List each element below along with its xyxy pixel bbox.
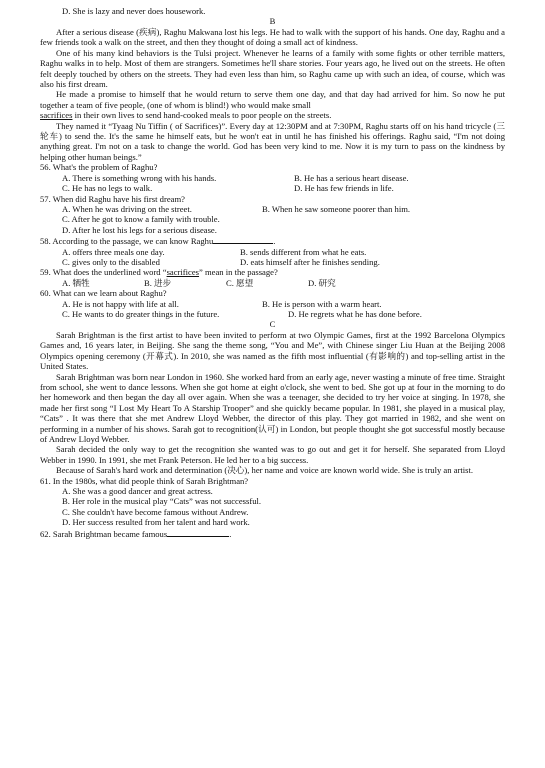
q56-option-d[interactable]: D. He has few friends in life. bbox=[294, 183, 394, 194]
passage-b-paragraph-3-cont bbox=[40, 110, 505, 120]
passage-c-paragraph-2: Sarah Brightman was born near London in 1960. She worked hard from an early age, never wasting a minute of free time. Straight from school, she went to dance lessons. When she got home at eight o'clock, she went to bed. She got up at four in the morning to do her homework and then began the day all over again. When she was a teenager, she decided to try her voice at singing. In 1978, she made her first song “I Lost My Heart To A Starship Trooper” and she quickly became popular. In 1981, she played in a musical play, “Cats” . It was there that she met Andrew Lloyd Webber, the director of this play. They got married in 1982, and she went on performing in a number of his shows. Sarah got to recognition(认可) in London, but people thought she got successful mostly because of Andrew Lloyd Webber. bbox=[40, 371, 505, 445]
passage-b-paragraph-3: He made a promise to himself that he would return to serve them one day, and that day had arrived for him. So now he put together a team of five people, (one of whom is blind!) who would make small bbox=[40, 89, 505, 110]
question-56-stem: 56. What's the problem of Raghu? bbox=[40, 162, 158, 173]
q58-option-d[interactable]: D. eats himself after he finishes sending. bbox=[240, 256, 380, 267]
section-c-heading: C bbox=[269, 319, 276, 330]
question-59 bbox=[40, 267, 505, 288]
q56-option-b[interactable]: B. He has a serious heart disease. bbox=[294, 172, 409, 183]
q58-option-c[interactable]: C. gives only to the disabled bbox=[62, 256, 160, 267]
question-58-stem: 58. According to the passage, we can know Raghu . bbox=[40, 236, 276, 247]
q61-option-a[interactable]: A. She was a good dancer and great actress. bbox=[62, 486, 213, 497]
q58-option-a[interactable]: A. offers three meals one day. bbox=[62, 246, 165, 257]
q57-option-b[interactable]: B. When he saw someone poorer than him. bbox=[262, 203, 411, 214]
answer-blank bbox=[213, 235, 273, 244]
question-60-stem: 60. What can we learn about Raghu? bbox=[40, 288, 167, 299]
passage-b-paragraph-4: They named it “Tyaag Nu Tiffin ( of Sacrifices)”. Every day at 12:30PM and at 7:30PM, Raghu starts off on his hand tricycle (三轮车) to send the. It's the same he himself eats, but he won't eat in until he has finished his offerings. Raghu said, “I'm not doing anything great. I'm not on a task to change the world. God has been very kind to me. Now it is my turn to pass on the kindness by helping other human beings.” bbox=[40, 120, 505, 162]
passage-c-paragraph-1: Sarah Brightman is the first artist to have been invited to perform at two Olympic Games, first at the 1992 Barcelona Olympics Games and, 16 years later, in Beijing. She sang the theme song, “You and Me”, with Chinese singer Liu Huan at the Beijing 2008 Olympics opening ceremony (开幕式). In 2010, she was named as the fifth most influential (有影响的) and top-selling artist in the United States. bbox=[40, 329, 505, 372]
q60-option-d[interactable]: D. He regrets what he has done before. bbox=[288, 308, 422, 319]
q60-option-a[interactable]: A. He is not happy with life at all. bbox=[62, 298, 179, 309]
q57-option-d[interactable]: D. After he lost his legs for a serious disease. bbox=[62, 224, 217, 235]
q58-option-b[interactable]: B. sends different from what he eats. bbox=[240, 246, 367, 257]
q61-option-c[interactable]: C. She couldn't have become famous without Andrew. bbox=[62, 506, 249, 517]
question-58 bbox=[40, 235, 505, 267]
q59-option-a[interactable]: A. 牺牲 bbox=[62, 277, 90, 288]
section-b-heading: B bbox=[269, 16, 276, 27]
question-60 bbox=[40, 288, 505, 319]
question-59-stem: 59. What does the underlined word “sacrifices” mean in the passage? bbox=[40, 267, 278, 278]
passage-b-paragraph-1: After a serious disease (疾病), Raghu Makwana lost his legs. He had to walk with the support of his hands. One day, Raghu and a few friends took a walk on the street, and then they thought of doing a small act of kindness. bbox=[40, 27, 505, 48]
q61-option-d[interactable]: D. Her success resulted from her talent and hard work. bbox=[62, 517, 250, 528]
q59-option-d[interactable]: D. 研究 bbox=[308, 277, 336, 288]
passage-c-paragraph-4: Because of Sarah's hard work and determination (决心), her name and voice are known world wide. She is truly an artist. bbox=[56, 465, 474, 476]
q57-option-a[interactable]: A. When he was driving on the street. bbox=[62, 203, 192, 214]
question-62-stem: 62. Sarah Brightman became famous . bbox=[40, 528, 232, 539]
passage-b-paragraph-3-tail: in their own lives to send hand-cooked meals to poor people on the streets. bbox=[72, 110, 332, 121]
q61-option-b[interactable]: B. Her role in the musical play “Cats” was not successful. bbox=[62, 496, 262, 507]
question-57-stem: 57. When did Raghu have his first dream? bbox=[40, 193, 185, 204]
question-56 bbox=[40, 162, 505, 193]
question-61-stem: 61. In the 1980s, what did people think of Sarah Brightman? bbox=[40, 475, 249, 486]
underlined-word-sacrifices: sacrifices bbox=[40, 110, 73, 121]
q60-option-b[interactable]: B. He is person with a warm heart. bbox=[262, 298, 382, 309]
q57-option-c[interactable]: C. After he got to know a family with trouble. bbox=[62, 214, 220, 225]
q56-option-a[interactable]: A. There is something wrong with his hands. bbox=[62, 172, 217, 183]
answer-blank bbox=[167, 528, 229, 537]
passage-b-paragraph-2: One of his many kind behaviors is the Tulsi project. Whenever he learns of a family with some fights or other terrible matters, Raghu walks in to help. Most of them are strangers. Sometimes he'll share stories. Four years ago, he lived out on the streets. He often felt deeply touched by others on the streets. They had even less than him, so Raghu came up with such an idea, of course, which was also his first dream. bbox=[40, 47, 505, 90]
q59-option-b[interactable]: B. 进步 bbox=[144, 277, 172, 288]
q56-option-c[interactable]: C. He has no legs to walk. bbox=[62, 183, 153, 194]
passage-c-paragraph-3: Sarah decided the only way to get the recognition she wanted was to go out and get it for herself. She separated from Lloyd Webber in 1990. In 1991, she met Frank Peterson. He led her to a big success. bbox=[40, 444, 505, 465]
q60-option-c[interactable]: C. He wants to do greater things in the future. bbox=[62, 308, 220, 319]
question-57 bbox=[40, 194, 505, 236]
question-61 bbox=[40, 476, 505, 528]
previous-question-option-d: D. She is lazy and never does housework. bbox=[62, 6, 206, 16]
q59-option-c[interactable]: C. 愿望 bbox=[226, 277, 254, 288]
question-62 bbox=[40, 528, 505, 539]
